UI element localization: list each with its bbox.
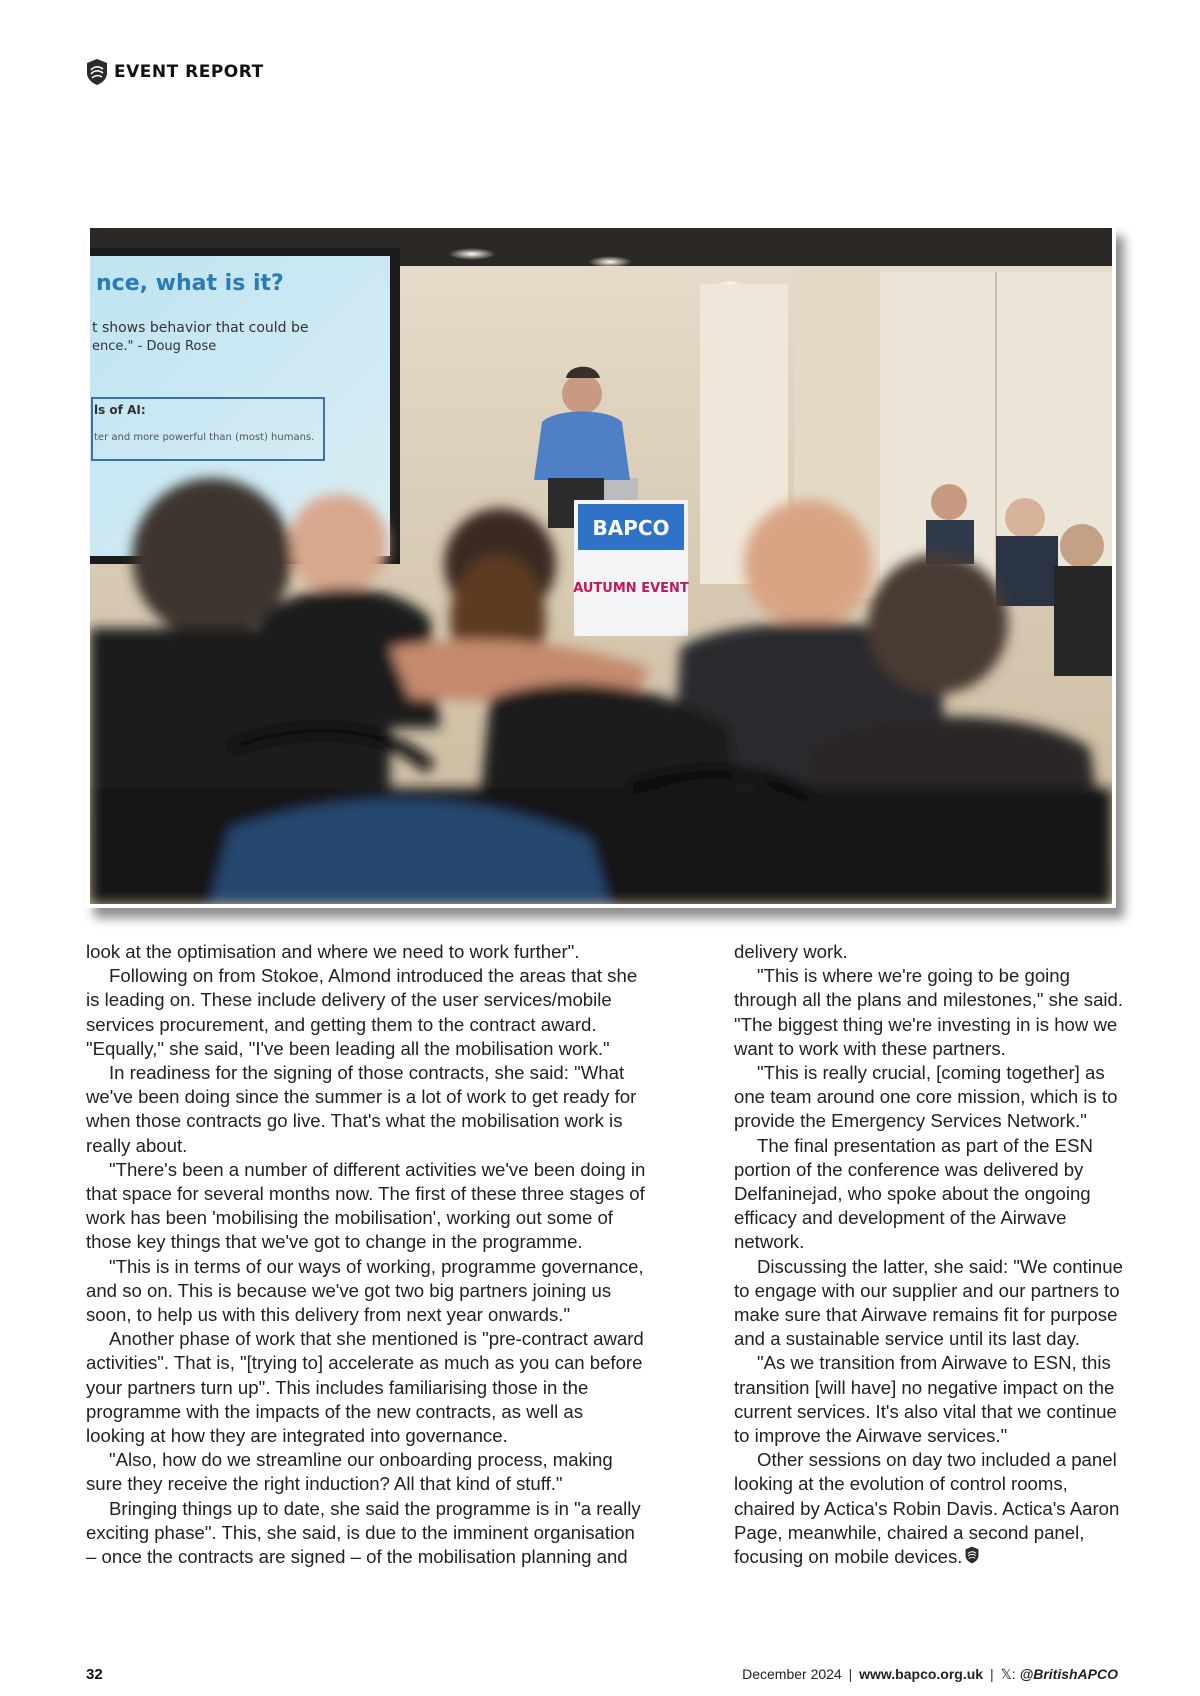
slide-box-text: ter and more powerful than (most) humans.	[94, 432, 315, 443]
paragraph-final-text: Other sessions on day two included a panel looking at the evolution of control rooms, chaired by Actica's Robin Davis. Actica's Aaron Page, meanwhile, chaired a second panel, focusing on mobile devices.	[734, 1449, 1120, 1568]
paragraph: delivery work.	[734, 941, 848, 962]
conference-photo	[90, 228, 1112, 904]
paragraph: Bringing things up to date, she said the programme is in "a really exciting phase". This, she said, is due to the imminent organisation – once the contracts are signed – of the mobilisation planning and	[86, 1497, 641, 1568]
paragraph: "There's been a number of different activities we've been doing in that space for several months now. The first of these three stages of work has been 'mobilising the mobilisation', working out some of those key things that we've got to change in the programme.	[86, 1158, 646, 1253]
paragraph: "This is in terms of our ways of working, programme governance, and so on. This is because we've got two big partners joining us soon, to help us with this delivery from next year onwards."	[86, 1255, 644, 1326]
section-title: EVENT REPORT	[114, 62, 264, 82]
paragraph: "This is where we're going to be going through all the plans and milestones," she said. "The biggest thing we're investing in is how we want to work with these partners.	[734, 965, 1124, 1059]
paragraph: In readiness for the signing of those contracts, she said: "What we've been doing since the summer is a lot of work to get ready for when those contracts go live. That's what the mobilisation work is really about.	[86, 1062, 637, 1156]
paragraph: "As we transition from Airwave to ESN, this transition [will have] no negative impact on the current services. It's also vital that we continue to improve the Airwave services."	[734, 1352, 1117, 1447]
event-photo	[86, 226, 1116, 908]
bapco-shield-icon	[964, 1546, 980, 1564]
article-column-right	[734, 940, 1124, 1569]
bapco-shield-icon	[86, 58, 108, 86]
paragraph: "Also, how do we streamline our onboarding process, making sure they receive the right induction? All that kind of stuff."	[86, 1449, 613, 1495]
article-column-left	[86, 940, 646, 1569]
paragraph: Discussing the latter, she said: "We continue to engage with our supplier and our partners to make sure that Airwave remains fit for purpose and a sustainable service until its last day.	[734, 1255, 1123, 1350]
section-header	[86, 58, 264, 86]
slide-title: nce, what is it?	[96, 271, 284, 296]
footer-separator: |	[989, 1666, 994, 1682]
slide-box-heading: ls of AI:	[94, 403, 146, 417]
slide-quote-line2: ence." - Doug Rose	[92, 339, 217, 354]
lectern-banner: AUTUMN EVENT	[573, 581, 689, 596]
paragraph: The final presentation as part of the ESN portion of the conference was delivered by Delfaninejad, who spoke about the ongoing efficacy and development of the Airwave network.	[734, 1134, 1093, 1253]
paragraph-final	[734, 1448, 1124, 1569]
social-handle-link[interactable]: @BritishAPCO	[1019, 1666, 1118, 1682]
footer-info	[742, 1666, 1118, 1683]
issue-date: December 2024	[742, 1666, 842, 1682]
website-link[interactable]: www.bapco.org.uk	[859, 1666, 984, 1682]
footer-separator: |	[848, 1666, 853, 1682]
paragraph: look at the optimisation and where we need to work further".	[86, 941, 580, 962]
paragraph: Following on from Stokoe, Almond introduced the areas that she is leading on. These include delivery of the user services/mobile services procurement, and getting them to the contract award. "Equally," she said, "I've been leading all the mobilisation work."	[86, 965, 638, 1059]
page-number: 32	[86, 1666, 103, 1683]
slide-quote-line1: t shows behavior that could be	[92, 320, 309, 336]
lectern	[573, 500, 689, 636]
paragraph: "This is really crucial, [coming together] as one team around one core mission, which is to provide the Emergency Services Network."	[734, 1062, 1118, 1132]
lectern-logo: BAPCO	[592, 516, 670, 540]
paragraph: Another phase of work that she mentioned is "pre-contract award activities". That is, "[trying to] accelerate as much as you can before your partners turn up". This includes familiarising those in the programme with the impacts of the new contracts, as well as looking at how they are integrated into governance.	[86, 1328, 644, 1447]
x-logo-icon: 𝕏:	[1000, 1666, 1016, 1682]
